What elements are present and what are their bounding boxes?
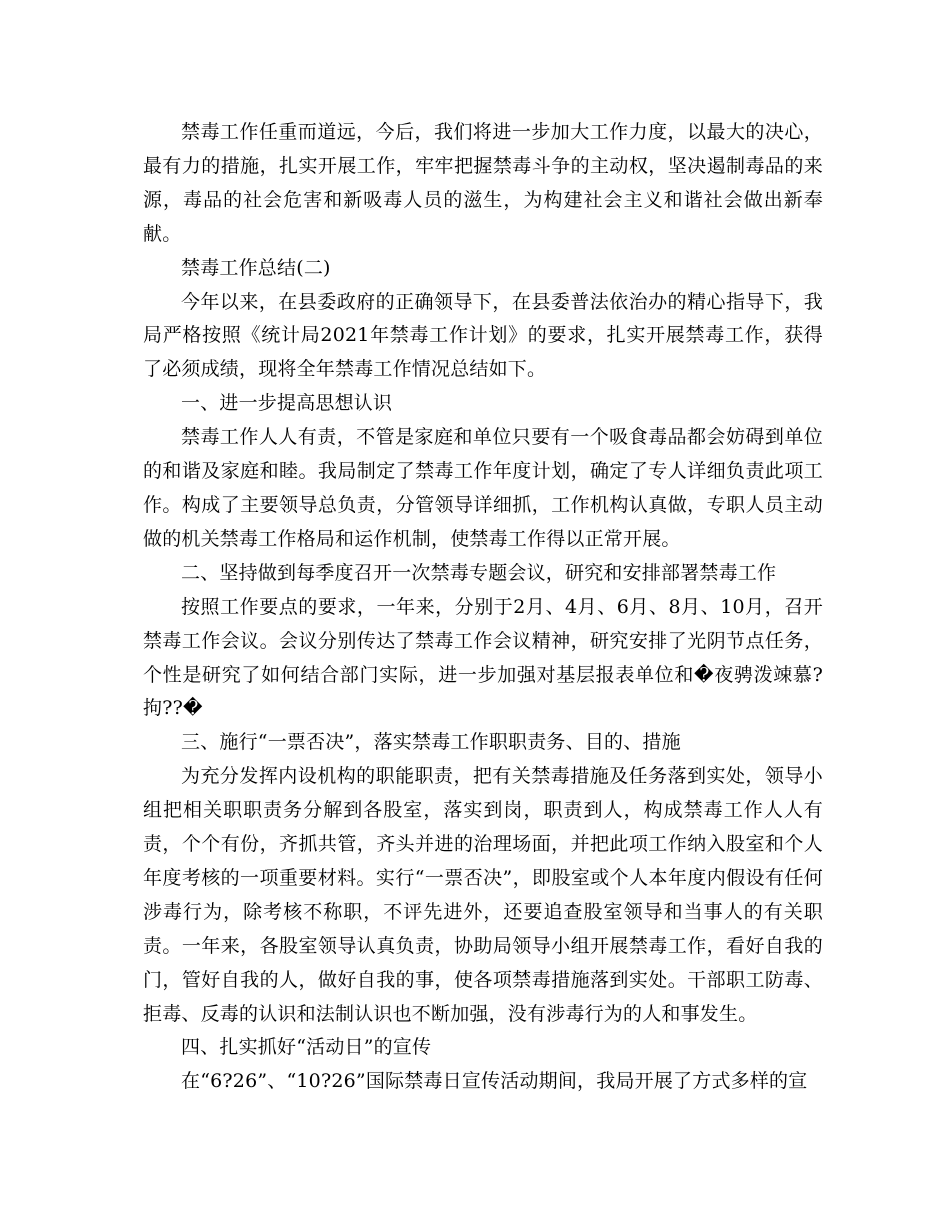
paragraph-1: 禁毒工作人人有责，不管是家庭和单位只要有一个吸食毒品都会妨碍到单位的和谐及家庭和睦。我局制定了禁毒工作年度计划，确定了专人详细负责此项工作。构成了主要领导总负责，分管领导详细抓，工作机构认真做，专职人员主动做的机关禁毒工作格局和运作机制，使禁毒工作得以正常开展。 [143, 426, 823, 550]
section-title: 禁毒工作总结(二) [181, 256, 331, 279]
paragraph-3: 为充分发挥内设机构的职能职责，把有关禁毒措施及任务落到实处，领导小组把相关职职责务分解到各股室，落实到岗，职责到人，构成禁毒工作人人有责，个个有份，齐抓共管，齐头并进的治理场面，并把此项工作纳入股室和个人年度考核的一项重要材料。实行“一票否决”，即股室或个人本年度内假设有任何涉毒行为，除考核不称职，不评先进外，还要追查股室领导和当事人的有关职责。一年来，各股室领导认真负责，协助局领导小组开展禁毒工作，看好自我的门，管好自我的人，做好自我的事，使各项禁毒措施落到实处。干部职工防毒、拒毒、反毒的认识和法制认识也不断加强，没有涉毒行为的人和事发生。 [143, 765, 823, 1025]
paragraph-intro: 今年以来，在县委政府的正确领导下，在县委普法依治办的精心指导下，我局严格按照《统计局2021年禁毒工作计划》的要求，扎实开展禁毒工作，获得了必须成绩，现将全年禁毒工作情况总结如下。 [143, 290, 823, 381]
document-body [143, 116, 823, 1099]
heading-1: 一、进一步提高思想认识 [181, 392, 393, 415]
paragraph-2: 按照工作要点的要求，一年来，分别于2月、4月、6月、8月、10月，召开禁毒工作会议。会议分别传达了禁毒工作会议精神，研究安排了光阴节点任务，个性是研究了如何结合部门实际，进一步加强对基层报表单位和�夜骋泼竦慕?拘??� [143, 595, 823, 720]
paragraph-4: 在“6?26”、“10?26”国际禁毒日宣传活动期间，我局开展了方式多样的宣 [181, 1070, 808, 1093]
heading-3: 三、施行“一票否决”，落实禁毒工作职职责务、目的、措施 [181, 731, 681, 754]
heading-2: 二、坚持做到每季度召开一次禁毒专题会议，研究和安排部署禁毒工作 [181, 561, 777, 584]
heading-4: 四、扎实抓好“活动日”的宣传 [181, 1036, 432, 1059]
paragraph-conclusion: 禁毒工作任重而道远，今后，我们将进一步加大工作力度，以最大的决心，最有力的措施，扎实开展工作，牢牢把握禁毒斗争的主动权，坚决遏制毒品的来源，毒品的社会危害和新吸毒人员的滋生，为构建社会主义和谐社会做出新奉献。 [143, 121, 823, 245]
